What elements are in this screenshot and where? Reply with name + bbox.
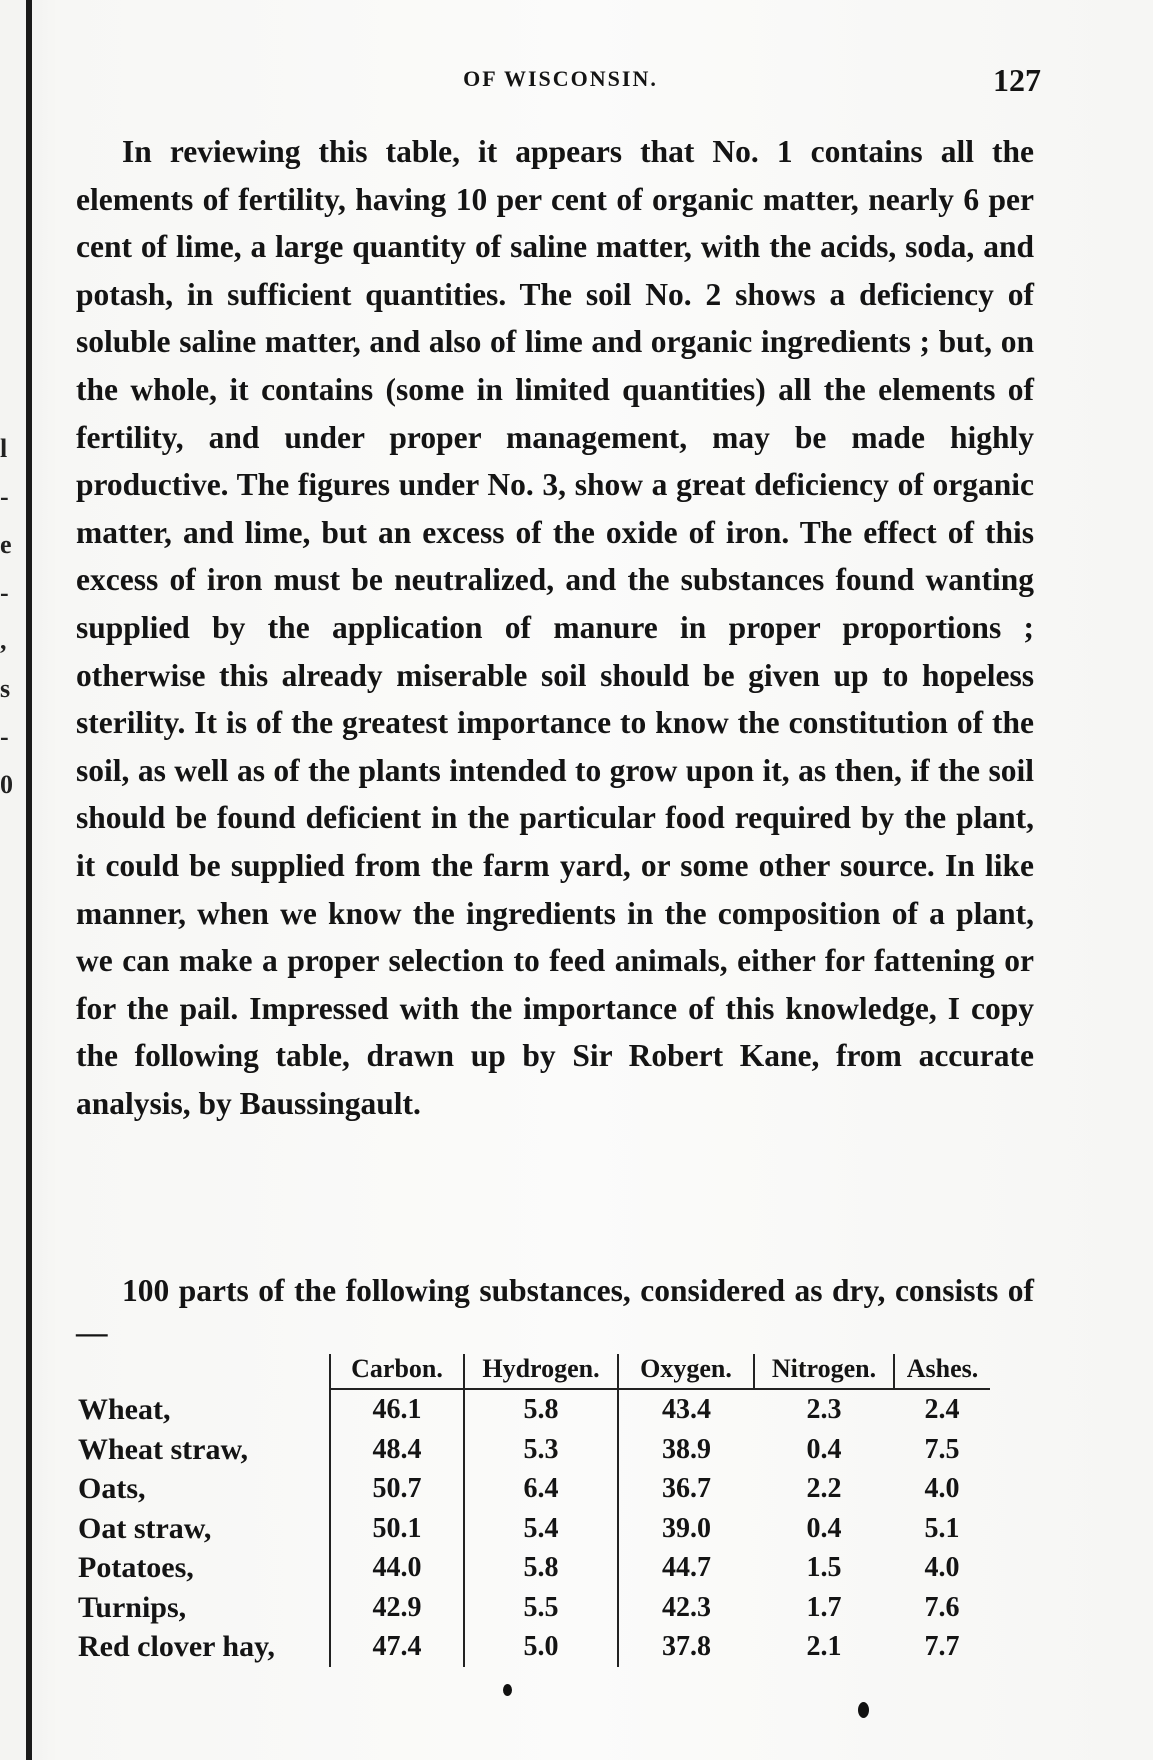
header-blank <box>74 1354 330 1389</box>
ashes-value: 7.7 <box>924 1631 960 1663</box>
header-oxygen: Oxygen. <box>618 1354 754 1389</box>
nitrogen-value: 0.4 <box>806 1433 842 1465</box>
oxygen-value: 42.3 <box>618 1588 754 1628</box>
page-number: 127 <box>993 62 1041 98</box>
substance-name: Red clover hay, <box>78 1630 275 1664</box>
edge-mark: - <box>0 578 9 607</box>
oxygen-value: 39.0 <box>618 1509 754 1549</box>
carbon-value: 42.9 <box>330 1588 464 1628</box>
carbon-value: 46.1 <box>330 1389 464 1430</box>
table-intro-text: 100 parts of the following substances, considered as dry, consists of— <box>76 1273 1034 1350</box>
table-row <box>74 1548 990 1588</box>
hydrogen-value: 5.8 <box>464 1389 618 1430</box>
ashes-value: 4.0 <box>924 1473 960 1505</box>
ink-speck <box>503 1684 512 1696</box>
ashes-value: 7.5 <box>924 1433 960 1465</box>
header-nitrogen: Nitrogen. <box>754 1354 894 1389</box>
edge-mark: l <box>0 434 8 463</box>
carbon-value: 44.0 <box>330 1548 464 1588</box>
table-row <box>74 1627 990 1667</box>
hydrogen-value: 5.5 <box>464 1588 618 1628</box>
edge-mark: - <box>0 722 9 751</box>
substance-name: Wheat, <box>78 1392 171 1426</box>
edge-mark: e <box>0 530 12 559</box>
ink-speck <box>858 1702 869 1718</box>
table-header-row <box>74 1354 990 1389</box>
nitrogen-value: 0.4 <box>806 1512 842 1544</box>
carbon-value: 47.4 <box>330 1627 464 1667</box>
nitrogen-value: 1.7 <box>806 1591 842 1623</box>
body-paragraph: In reviewing this table, it appears that No. 1 contains all the elements of fertility, having 10 per cent of organic matter, nearly 6 per cent of lime, a large quantity of saline matter, with the acids, soda, and potash, in sufficient quantities. The soil No. 2 shows a deficiency of soluble saline matter, and also of lime and organic ingredients ; but, on the whole, it contains (some in limited quantities) all the elements of fertility, and under proper management, may be made highly productive. The figures under No. 3, show a great deficiency of organic matter, and lime, but an excess of the oxide of iron. The effect of this excess of iron must be neutralized, and the substances found wanting supplied by the application of manure in proper proportions ; otherwise this already miserable soil should be given up to hopeless sterility. It is of the greatest importance to know the constitution of the soil, as well as of the plants intended to grow upon it, as then, if the soil should be found deficient in the particular food required by the plant, it could be supplied from the farm yard, or some other source. In like manner, when we know the ingredients in the composition of a plant, we can make a proper selection to feed animals, either for fattening or for the pail. Impressed with the importance of this knowledge, I copy the following table, drawn up by Sir Robert Kane, from accurate analysis, by Baussingault. <box>76 134 1034 1121</box>
running-title: OF WISCONSIN. <box>463 66 658 91</box>
substance-name: Potatoes, <box>78 1551 194 1585</box>
edge-mark: 0 <box>0 770 13 799</box>
header-hydrogen: Hydrogen. <box>464 1354 618 1389</box>
oxygen-value: 36.7 <box>618 1469 754 1509</box>
table-intro <box>76 1270 1034 1354</box>
nitrogen-value: 2.2 <box>806 1473 842 1505</box>
page-header <box>80 62 1041 102</box>
table-row <box>74 1430 990 1470</box>
ashes-value: 4.0 <box>924 1552 960 1584</box>
composition-table <box>74 1354 990 1667</box>
hydrogen-value: 5.3 <box>464 1430 618 1470</box>
hydrogen-value: 5.4 <box>464 1509 618 1549</box>
adjacent-page-edge-marks <box>0 434 13 799</box>
edge-mark: - <box>0 482 9 511</box>
oxygen-value: 43.4 <box>618 1389 754 1430</box>
oxygen-value: 37.8 <box>618 1627 754 1667</box>
substance-name: Oats, <box>78 1472 146 1506</box>
carbon-value: 50.1 <box>330 1509 464 1549</box>
ashes-value: 5.1 <box>924 1512 960 1544</box>
hydrogen-value: 6.4 <box>464 1469 618 1509</box>
ashes-value: 2.4 <box>924 1394 960 1426</box>
table-row <box>74 1389 990 1430</box>
hydrogen-value: 5.8 <box>464 1548 618 1588</box>
ashes-value: 7.6 <box>924 1591 960 1623</box>
header-carbon: Carbon. <box>330 1354 464 1389</box>
nitrogen-value: 1.5 <box>806 1552 842 1584</box>
nitrogen-value: 2.1 <box>806 1631 842 1663</box>
body-text <box>76 128 1034 1127</box>
oxygen-value: 38.9 <box>618 1430 754 1470</box>
book-spine <box>26 0 32 1760</box>
table-row <box>74 1509 990 1549</box>
table-row <box>74 1588 990 1628</box>
carbon-value: 48.4 <box>330 1430 464 1470</box>
hydrogen-value: 5.0 <box>464 1627 618 1667</box>
oxygen-value: 44.7 <box>618 1548 754 1588</box>
substance-name: Turnips, <box>78 1590 187 1624</box>
nitrogen-value: 2.3 <box>806 1394 842 1426</box>
edge-mark: s <box>0 674 11 703</box>
table-row <box>74 1469 990 1509</box>
header-ashes: Ashes. <box>894 1354 990 1389</box>
substance-name: Oat straw, <box>78 1511 212 1545</box>
carbon-value: 50.7 <box>330 1469 464 1509</box>
substance-name: Wheat straw, <box>78 1432 248 1466</box>
edge-mark: , <box>0 626 7 655</box>
